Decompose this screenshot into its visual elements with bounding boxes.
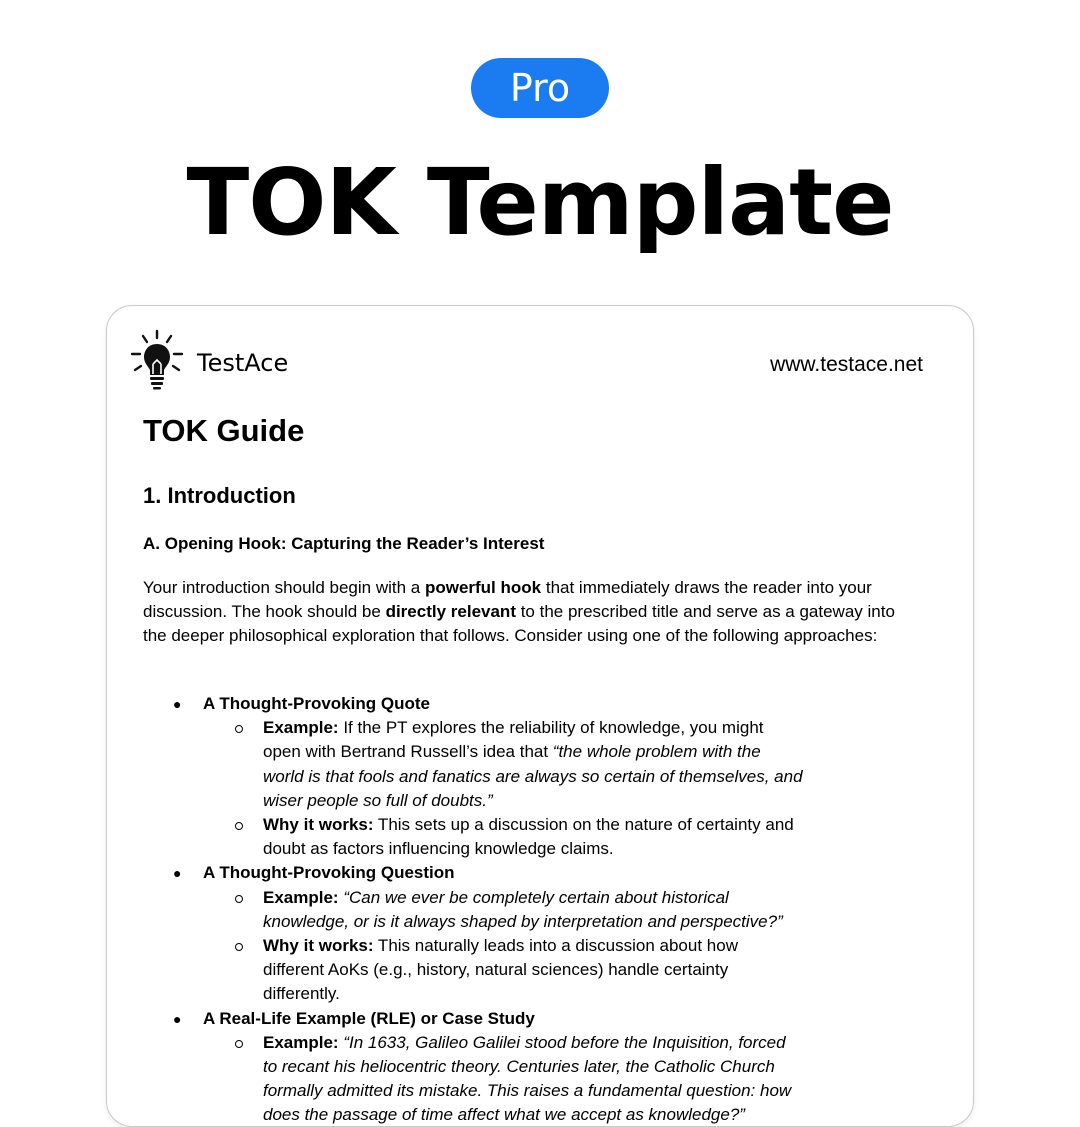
document-title: TOK Guide — [143, 413, 305, 448]
sub-list-item-example: Example: If the PT explores the reliability of knowledge, you might open with Bertrand Russell’s idea that “the whole problem with the world is that fools and fanatics are always so certain of themselves, and wiser people so full of doubts.” — [143, 716, 803, 813]
sub-list-item-example: Example: “Can we ever be completely certain about historical knowledge, or is it always shaped by interpretation and perspective?” — [143, 886, 803, 934]
sub-list-item-example: Example: “In 1633, Galileo Galilei stood before the Inquisition, forced to recant his heliocentric theory. Centuries later, the Catholic Church formally admitted its mistake. This raises a fundamental question: how does the passage of time affect what we accept as knowledge?” — [143, 1031, 803, 1127]
circle-bullet-icon — [235, 943, 243, 951]
subsection-heading: A. Opening Hook: Capturing the Reader’s Interest — [143, 534, 545, 553]
circle-bullet-icon — [235, 1040, 243, 1048]
list-item: ● A Thought-Provoking Quote — [143, 692, 943, 716]
page-title: TOK Template — [186, 149, 894, 256]
pro-badge: Pro — [471, 58, 609, 118]
list-item: ● A Thought-Provoking Question — [143, 861, 943, 885]
approaches-list — [143, 692, 943, 1127]
website-url: www.testace.net — [770, 353, 923, 376]
brand-name: TestAce — [197, 349, 289, 377]
bullet-icon: ● — [173, 1010, 182, 1027]
bullet-icon: ● — [173, 696, 182, 712]
circle-bullet-icon — [235, 725, 243, 733]
sub-list-item-why: Why it works: This naturally leads into a discussion about how different AoKs (e.g., history, natural sciences) handle certainty differently. — [143, 934, 803, 1007]
intro-paragraph: Your introduction should begin with a powerful hook that immediately draws the reader into your discussion. The hook should be directly relevant to the prescribed title and serve as a gateway into the deeper philosophical exploration that follows. Consider using one of the following approaches: — [143, 578, 895, 645]
list-item: ● A Real-Life Example (RLE) or Case Study — [143, 1007, 943, 1031]
bullet-icon: ● — [173, 865, 182, 882]
sub-list-item-why: Why it works: This sets up a discussion on the nature of certainty and doubt as factors influencing knowledge claims. — [143, 813, 803, 861]
lightbulb-icon — [129, 328, 185, 390]
section-heading: 1. Introduction — [143, 483, 296, 508]
document-preview-card — [106, 305, 974, 1127]
circle-bullet-icon — [235, 822, 243, 830]
circle-bullet-icon — [235, 895, 243, 903]
